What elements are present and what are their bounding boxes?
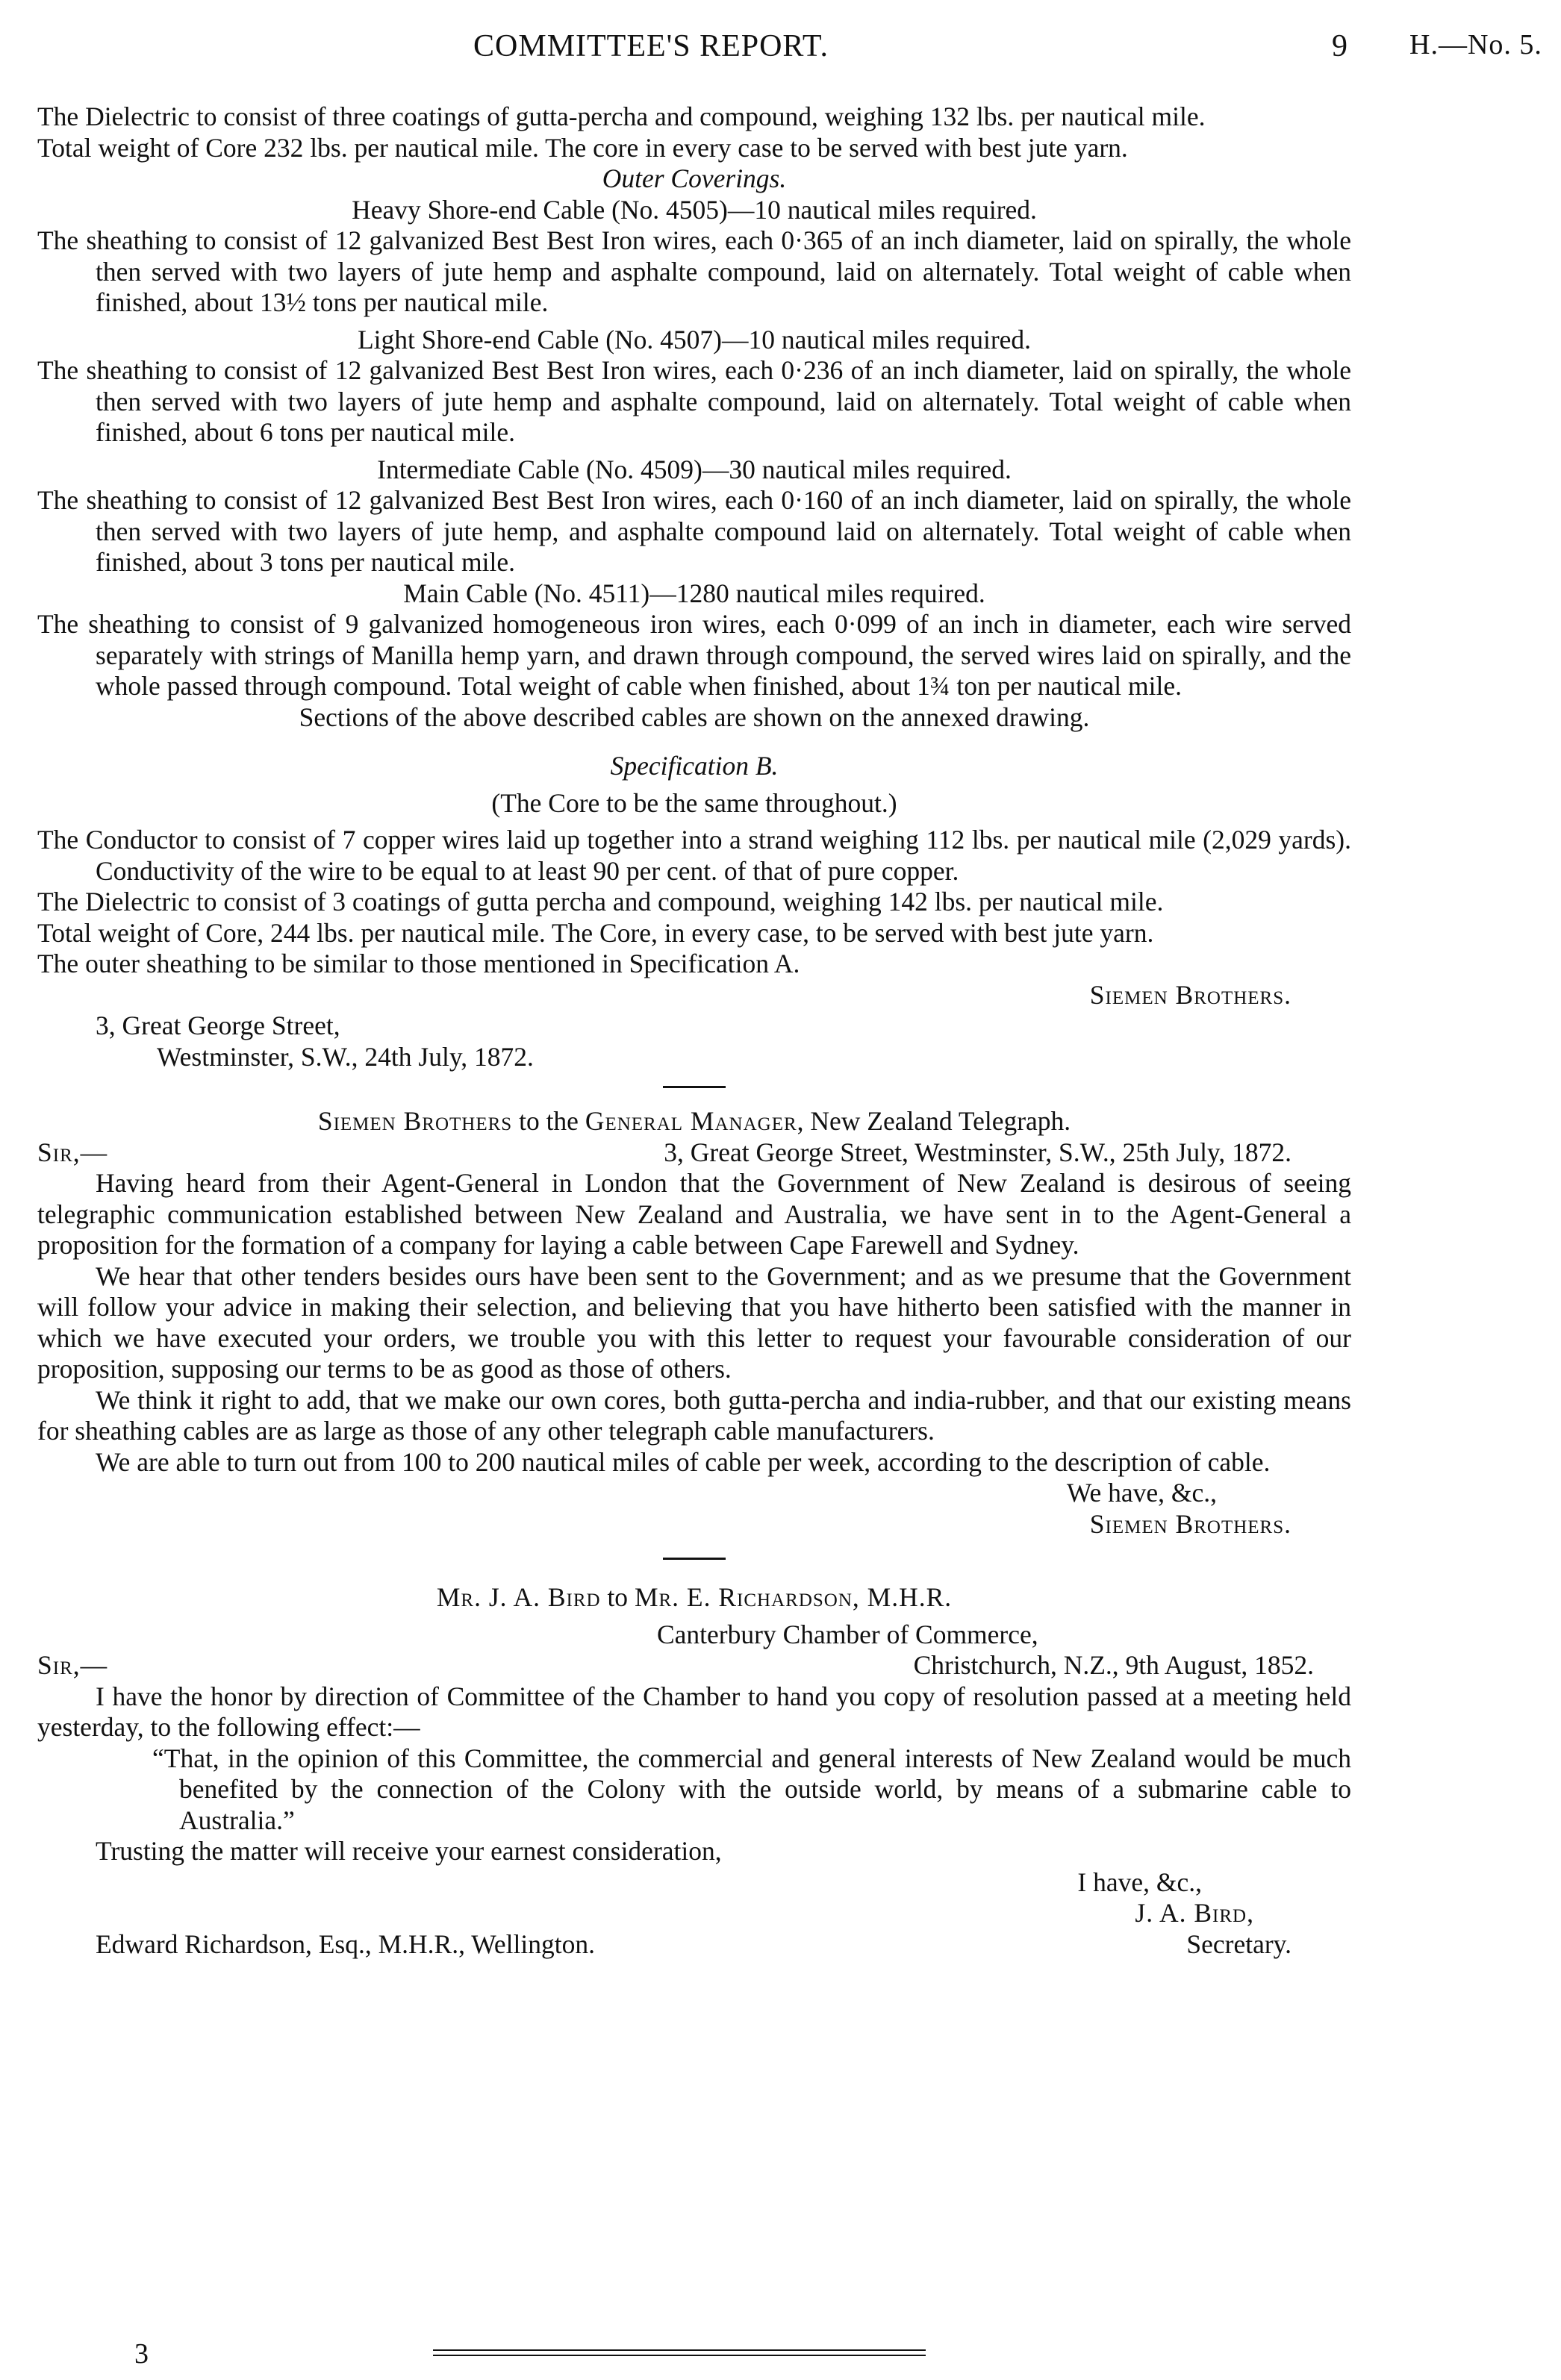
letter1-recipient-org: , New Zealand Telegraph. — [797, 1106, 1071, 1136]
page-number: 9 — [1332, 29, 1348, 63]
letter1-paragraph-3: We think it right to add, that we make our own cores, both gutta-percha and india-rubber, and that our existing means for sheathing cables are as large as those of any other telegraph cable manufacturers. — [37, 1384, 1351, 1446]
letter2-title: Secretary. — [1186, 1928, 1292, 1959]
letter1-paragraph-2: We hear that other tenders besides ours have been sent to the Government; and as we presume that the Government will follow your advice in making their selection, and believing that you have hitherto been satisfied with the manner in which we have executed your orders, we trouble you with this letter to request your favourable consideration of our proposition, supposing our terms to be as good as those of others. — [37, 1261, 1351, 1384]
letter2-closing: I have, &c., — [1077, 1867, 1202, 1897]
letter1-sender: Siemen Brothers — [317, 1106, 513, 1136]
letter1-recipient: General Manager — [585, 1106, 797, 1136]
letter2-paragraph-2: Trusting the matter will receive your earnest consideration, — [96, 1836, 722, 1866]
letter2-salutation: Sir,— — [37, 1650, 108, 1680]
letter2-addressee: Edward Richardson, Esq., M.H.R., Wellington. — [96, 1928, 595, 1959]
letter1-signature: Siemen Brothers. — [1089, 1508, 1292, 1539]
letter2-org: Canterbury Chamber of Commerce, — [657, 1619, 1038, 1649]
letter1-heading-connector: to the — [512, 1106, 585, 1136]
letter1-salutation: Sir,— — [37, 1137, 108, 1167]
outer-sheathing-spec-b: The outer sheathing to be similar to those mentioned in Specification A. — [37, 949, 800, 978]
letter2-paragraph-1: I have the honor by direction of Committee of the Chamber to hand you copy of resolution passed at a meeting held yesterday, to the following effect:— — [37, 1681, 1351, 1742]
letter1-paragraph-1: Having heard from their Agent-General in London that the Government of New Zealand is desirous of seeing telegraphic communication established between New Zealand and Australia, we have sent in to the Agent-General a proposition for the formation of a company for laying a cable between Cape Farewell and Sydney. — [37, 1168, 1351, 1260]
letter2-recipient: Mr. E. Richardson, M.H.R. — [634, 1582, 953, 1612]
spec-b-signature: Siemen Brothers. — [1089, 979, 1292, 1010]
intermediate-cable-heading: Intermediate Cable (No. 4509)—30 nautical miles required. — [377, 454, 1012, 484]
spec-b-heading: Specification B. — [610, 751, 779, 781]
core-weight-spec-a: Total weight of Core 232 lbs. per nautical mile. The core in every case to be served with best jute yarn. — [37, 132, 1128, 163]
letter2-heading — [37, 1582, 1351, 1614]
main-cable-heading: Main Cable (No. 4511)—1280 nautical miles required. — [403, 578, 985, 608]
letter2-place-date: Christchurch, N.Z., 9th August, 1852. — [913, 1650, 1314, 1680]
signature-mark: 3 — [134, 2338, 149, 2370]
dielectric-spec-b: The Dielectric to consist of 3 coatings of gutta percha and compound, weighing 142 lbs. per nautical mile. — [37, 887, 1164, 916]
letter1-salutation-row — [37, 1137, 1351, 1169]
heavy-cable-text: The sheathing to consist of 12 galvanized Best Best Iron wires, each 0·365 of an inch diameter, laid on spirally, the whole then served with two layers of jute hemp and asphalte compound, laid on alternately. Total weight of cable when finished, about 13½ tons per nautical mile. — [37, 225, 1351, 317]
letter1-heading — [37, 1106, 1351, 1137]
letter2-heading-connector: to — [600, 1582, 635, 1612]
body-text — [37, 101, 1351, 1960]
document-reference: H.—No. 5. — [1409, 29, 1542, 60]
letter2-sender: Mr. J. A. Bird — [436, 1582, 601, 1612]
letter2-resolution-quote: “That, in the opinion of this Committee, the commercial and general interests of New Zealand would be much benefited by the connection of the Colony with the outside world, by means of a submarine cable to Australia.” — [152, 1743, 1351, 1835]
running-title: COMMITTEE'S REPORT. — [473, 29, 829, 63]
footer-rule — [433, 2349, 926, 2351]
letter2-addressee-row — [37, 1929, 1351, 1961]
letter1-address: 3, Great George Street, Westminster, S.W., 25th July, 1872. — [664, 1137, 1292, 1167]
spec-b-address-line2: Westminster, S.W., 24th July, 1872. — [157, 1041, 534, 1072]
core-weight-spec-b: Total weight of Core, 244 lbs. per nautical mile. The Core, in every case, to be served with best jute yarn. — [37, 917, 1154, 948]
light-cable-text: The sheathing to consist of 12 galvanized Best Best Iron wires, each 0·236 of an inch diameter, laid on spirally, the whole then served with two layers of jute hemp and asphalte compound, laid on alternately. Total weight of cable when finished, about 6 tons per nautical mile. — [37, 355, 1351, 447]
letter2-salutation-row — [37, 1650, 1351, 1681]
light-cable-heading: Light Shore-end Cable (No. 4507)—10 nautical miles required. — [357, 324, 1032, 354]
dielectric-spec-a: The Dielectric to consist of three coatings of gutta-percha and compound, weighing 132 lbs. per nautical mile. — [37, 101, 1206, 131]
spec-b-subheading: (The Core to be the same throughout.) — [491, 787, 897, 818]
intermediate-cable-text: The sheathing to consist of 12 galvanized Best Best Iron wires, each 0·160 of an inch diameter, laid on spirally, the whole then served with two layers of jute hemp, and asphalte compound laid on alternately. Total weight of cable when finished, about 3 tons per nautical mile. — [37, 485, 1351, 577]
letter1-closing: We have, &c., — [1066, 1478, 1217, 1508]
conductor-spec-b: The Conductor to consist of 7 copper wires laid up together into a strand weighing 112 lbs. per nautical mile (2,029 yards). Conductivity of the wire to be equal to at least 90 per cent. of that of pure copper. — [37, 825, 1351, 886]
spec-b-address-line1: 3, Great George Street, — [96, 1011, 340, 1040]
heavy-cable-heading: Heavy Shore-end Cable (No. 4505)—10 nautical miles required. — [352, 194, 1037, 225]
outer-coverings-heading: Outer Coverings. — [602, 163, 787, 193]
letter2-signature: J. A. Bird, — [1135, 1898, 1254, 1928]
letter1-paragraph-4: We are able to turn out from 100 to 200 nautical miles of cable per week, according to the description of cable. — [96, 1446, 1271, 1477]
main-cable-text: The sheathing to consist of 9 galvanized homogeneous iron wires, each 0·099 of an inch in diameter, each wire served separately with strings of Manilla hemp yarn, and drawn through compound, the served wires laid on spirally, and the whole passed through compound. Total weight of cable when finished, about 1¾ ton per nautical mile. — [37, 609, 1351, 701]
footer-rule — [433, 2355, 926, 2356]
sections-note: Sections of the above described cables are shown on the annexed drawing. — [299, 702, 1090, 732]
